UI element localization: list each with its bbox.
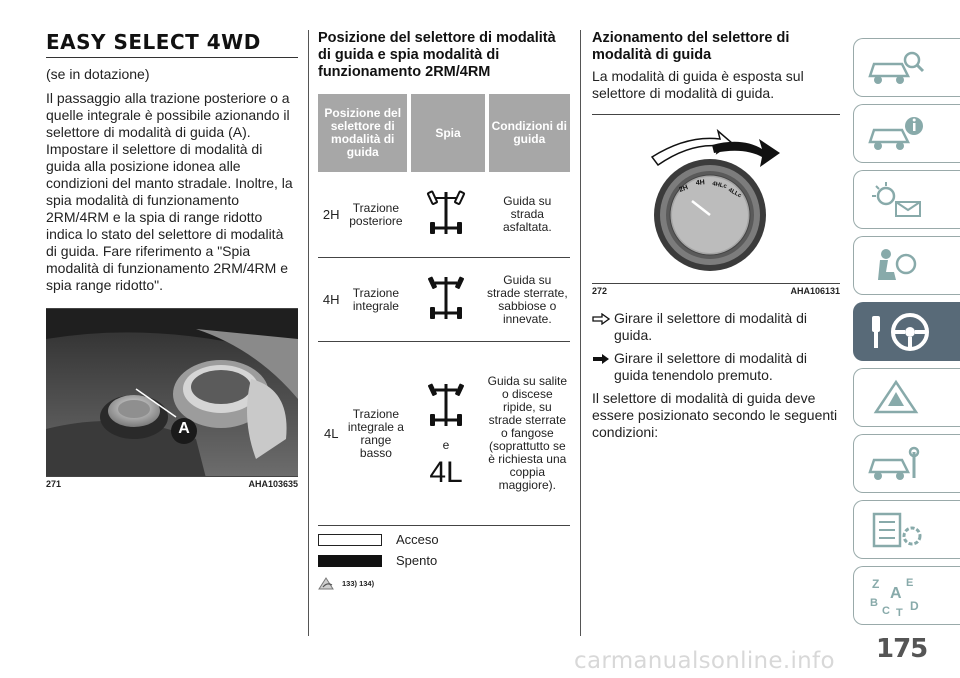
figure-callout-a: A	[178, 420, 190, 437]
rwd-drivetrain-icon	[426, 188, 466, 238]
header-conditions: Condizioni di guida	[485, 94, 570, 172]
header-spia: Spia	[407, 94, 484, 172]
arrow-filled-icon	[592, 353, 610, 365]
operation-intro: La modalità di guida è esposta sul selettore di modalità di guida.	[592, 68, 804, 101]
side-tab-seat-airbag[interactable]	[853, 236, 960, 295]
driving-condition: Guida su salite o discese ripide, su strade sterrate o fangose (soprattutto se è richiesta una coppia maggiore).	[485, 342, 570, 526]
spia-cell	[407, 172, 484, 258]
instruction-text: Girare il selettore di modalità di guida tenendolo premuto.	[614, 350, 807, 383]
legend-off-label: Spento	[396, 553, 438, 568]
selector-dial-illustration	[592, 115, 840, 284]
driving-condition: Guida su strade sterrate, sabbiose o innevate.	[485, 258, 570, 342]
awd-drivetrain-icon	[426, 273, 466, 323]
instruction-text: Girare il selettore di modalità di guida.	[614, 310, 807, 343]
svg-text:C: C	[882, 604, 890, 617]
low-range-indicator: 4L	[429, 455, 463, 489]
table-header-row	[318, 94, 570, 172]
page-number: 175	[876, 634, 928, 664]
warning-triangle-icon	[866, 378, 926, 418]
svg-text:E: E	[906, 576, 914, 589]
legend-swatch-on	[318, 534, 382, 546]
intro-paragraph: Il passaggio alla trazione posteriore o a quelle integrale è possibile azionando il selettore di modalità di guida (A). Impostare il selettore di modalità di guida alla posizione idonea alle condizioni del manto stradale. Inoltre, la spia modalità di funzionamento 2RM/4RM e la spia di range ridotto indica lo stato del selettore di modalità di guida. Fare riferimento a "Spia modalità di funzionamento 2RM/4RM e spia range ridotto".	[46, 90, 293, 293]
awd-drivetrain-icon	[426, 380, 466, 430]
spia-cell	[407, 342, 484, 526]
mode-value: 4H	[318, 258, 344, 342]
mode-description: Trazione posteriore	[344, 172, 407, 258]
side-tab-warning[interactable]	[853, 368, 960, 427]
console-photo	[46, 309, 298, 477]
legend-swatch-off	[318, 555, 382, 567]
car-info-icon	[866, 114, 926, 154]
table-row	[318, 258, 570, 342]
figure-caption-271	[46, 479, 298, 489]
table-row	[318, 172, 570, 258]
alphabet-index-icon	[866, 574, 926, 618]
table-section-title: Posizione del selettore di modalità di guida e spia modalità di funzionamento 2RM/4RM	[318, 30, 556, 80]
side-tab-key-steering[interactable]	[853, 302, 960, 361]
operation-outro: Il selettore di modalità di guida deve essere posizionato secondo le seguenti condizioni:	[592, 390, 838, 440]
figure-code: AHA106131	[790, 286, 840, 296]
warning-references	[318, 576, 570, 590]
instruction-step	[592, 310, 840, 344]
side-tab-dashboard-lights[interactable]	[853, 170, 960, 229]
svg-text:Z: Z	[872, 576, 880, 591]
column-divider	[308, 30, 309, 636]
side-tab-car-search[interactable]	[853, 38, 960, 97]
right-column	[592, 30, 840, 441]
watermark: carmanualsonline.info	[574, 648, 835, 674]
instruction-step	[592, 350, 840, 384]
table-row	[318, 342, 570, 526]
svg-text:T: T	[896, 606, 903, 618]
section-title: EASY SELECT 4WD	[46, 30, 298, 58]
figure-code: AHA103635	[248, 479, 298, 489]
figure-272	[592, 114, 840, 284]
reference-numbers: 133) 134)	[342, 578, 375, 588]
side-tab-service[interactable]	[853, 500, 960, 559]
mode-value: 4L	[318, 342, 344, 526]
service-checklist-icon	[866, 510, 926, 550]
mode-description: Trazione integrale	[344, 258, 407, 342]
car-search-icon	[866, 48, 926, 88]
dashboard-lights-icon	[866, 180, 926, 220]
arrow-outline-icon	[592, 313, 610, 325]
legend-off	[318, 553, 570, 568]
figure-271	[46, 308, 298, 477]
svg-text:A: A	[890, 584, 902, 602]
mode-description: Trazione integrale a range basso	[344, 342, 407, 526]
operation-title: Azionamento del selettore di modalità di guida	[592, 30, 790, 63]
side-tab-alphabetical-index[interactable]	[853, 566, 960, 625]
side-tab-car-info[interactable]	[853, 104, 960, 163]
spia-cell	[407, 258, 484, 342]
side-tab-car-wrench[interactable]	[853, 434, 960, 493]
header-position: Posizione del selettore di modalità di guida	[318, 94, 407, 172]
mode-table	[318, 94, 570, 526]
dial-label-4hlc: 4HLc	[711, 181, 728, 191]
figure-number: 271	[46, 479, 62, 489]
dial-label-4h: 4H	[695, 179, 706, 187]
svg-text:D: D	[910, 598, 919, 613]
dial-label-4llc: 4LLc	[727, 187, 743, 200]
left-column	[46, 30, 298, 489]
car-wrench-icon	[866, 444, 926, 484]
section-subtitle: (se in dotazione)	[46, 66, 150, 82]
dial-label-2h: 2H	[678, 184, 690, 194]
spia-conjunction: e	[442, 437, 450, 452]
figure-caption-272	[592, 286, 840, 296]
column-divider	[580, 30, 581, 636]
svg-text:B: B	[870, 596, 878, 609]
legend-on-label: Acceso	[396, 532, 439, 547]
driving-condition: Guida su strada asfaltata.	[485, 172, 570, 258]
legend-on	[318, 532, 570, 547]
seat-airbag-icon	[866, 246, 926, 286]
figure-number: 272	[592, 286, 608, 296]
key-steering-wheel-icon	[866, 310, 936, 354]
mode-value: 2H	[318, 172, 344, 258]
middle-column	[318, 30, 570, 590]
hand-warning-icon	[318, 576, 336, 590]
